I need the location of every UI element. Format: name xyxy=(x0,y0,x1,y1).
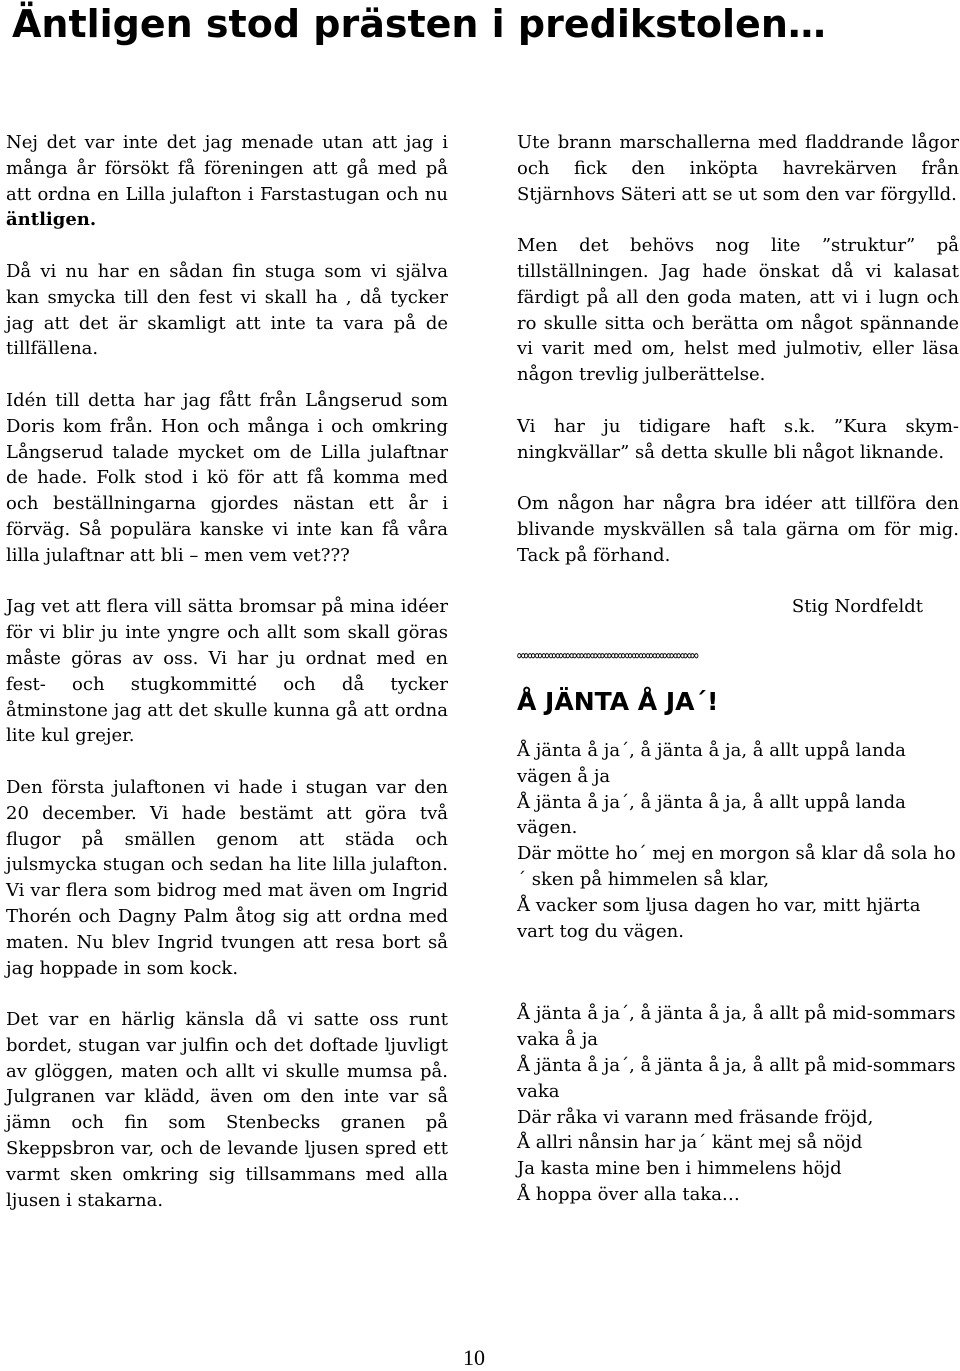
paragraph-marschaller: Ute brann marschallerna med fladdrande lågor och fick den inköpta havrekärven från Stjärnhovs Säteri att se ut som den var förgylld. xyxy=(517,132,959,205)
paragraph-stuga: Då vi nu har en sådan fin stuga som vi själva kan smycka till den fest vi skall ha , då tycker jag att det är skamligt att inte ta vara på de tillfällena. xyxy=(6,260,448,360)
paragraph-bromsar: Jag vet att flera vill sätta bromsar på mina idéer för vi blir ju inte yngre och allt som skall göras måste göras av oss. Vi har ju ordnat med en fest- och stugkommitté och då tycker åtminstone jag att det skulle kunna gå att ordna lite kul grejer. xyxy=(6,596,448,747)
article-headline: Äntligen stod prästen i predikstolen… xyxy=(12,2,826,46)
paragraph-ideer: Om någon har några bra idéer att tillföra den blivande myskvällen så tala gärna om för mig. Tack på förhand. xyxy=(517,493,959,566)
paragraph-intro xyxy=(6,130,448,233)
poem-stanza-1: Å jänta å ja´, å jänta å ja, å allt uppå landa vägen å ja Å jänta å ja´, å jänta å ja, å allt uppå landa vägen. Där mötte ho´ mej en morgon så klar då sola ho´ sken på himmelen så klar, Å vacker som ljusa dagen ho var, mitt hjärta vart tog du vägen. xyxy=(517,739,956,942)
paragraph-harlig-kansla: Det var en härlig känsla då vi satte oss runt bordet, stugan var julfin och det doftade ljuvligt av glöggen, maten och allt vi skulle mumsa på. Julgranen var klädd, även om den inte var så jämn och fin som Stenbecks granen på Skeppsbron var, och de levande ljusen spred ett varmt sken omkring sig tillsammans med alla ljusen i stakarna. xyxy=(6,1009,448,1211)
emphasis-antligen: äntligen. xyxy=(6,209,97,231)
paragraph-langserud: Idén till detta har jag fått från Långserud som Doris kom från. Hon och många i och omkring Långserud talade mycket om de Lilla julaftnar de hade. Folk stod i kö för att få komma med och beställningarna gjordes nästan ett år i förväg. Så populära kanske vi inte kan få våra lilla julaftnar att bli – men vem vet??? xyxy=(6,389,448,566)
author-signature: Stig Nordfeldt xyxy=(791,596,923,618)
infinity-divider: ∞∞∞∞∞∞∞∞∞∞∞∞∞∞∞∞∞∞∞∞∞∞∞∞∞∞ xyxy=(517,647,698,664)
right-column xyxy=(517,130,959,1233)
paragraph-forsta-julafton: Den första julaftonen vi hade i stugan var den 20 december. Vi hade bestämt att göra två flugor på smällen genom att städa och julsmycka stugan och sedan ha lite lilla julafton. Vi var flera som bidrog med mat även om Ingrid Thorén och Dagny Palm åtog sig att ordna med maten. Nu blev Ingrid tvungen att resa bort så jag hoppade in som kock. xyxy=(6,776,448,979)
paragraph-struktur: Men det behövs nog lite ”struktur” på tillställningen. Jag hade önskat då vi kalasat färdigt på all den goda maten, att vi i lugn och ro skulle sitta och berätta om något spännande vi varit med om, helst med julmotiv, eller läsa någon trevlig julberättelse. xyxy=(517,235,959,386)
paragraph-kura-skymning: Vi har ju tidigare haft s.k. ”Kura skym-ningkvällar” så detta skulle bli något liknande. xyxy=(517,415,959,463)
poem-title: Å JÄNTA Å JA´! xyxy=(517,686,719,716)
page-number: 10 xyxy=(463,1345,485,1370)
poem-stanza-2: Å jänta å ja´, å jänta å ja, å allt på mid-sommars vaka å ja Å jänta å ja´, å jänta å ja, å allt på mid-sommars vaka Där råka vi varann med fräsande fröjd, Å allri nånsin har ja´ känt mej så nöjd Ja kasta mine ben i himmelens höjd Å hoppa över alla taka… xyxy=(517,1003,956,1205)
paragraph-intro-text: Nej det var inte det jag menade utan att jag i många år försökt få föreningen att gå med på att ordna en Lilla julafton i Farstastugan och nu xyxy=(6,132,448,205)
left-column xyxy=(6,130,448,1239)
